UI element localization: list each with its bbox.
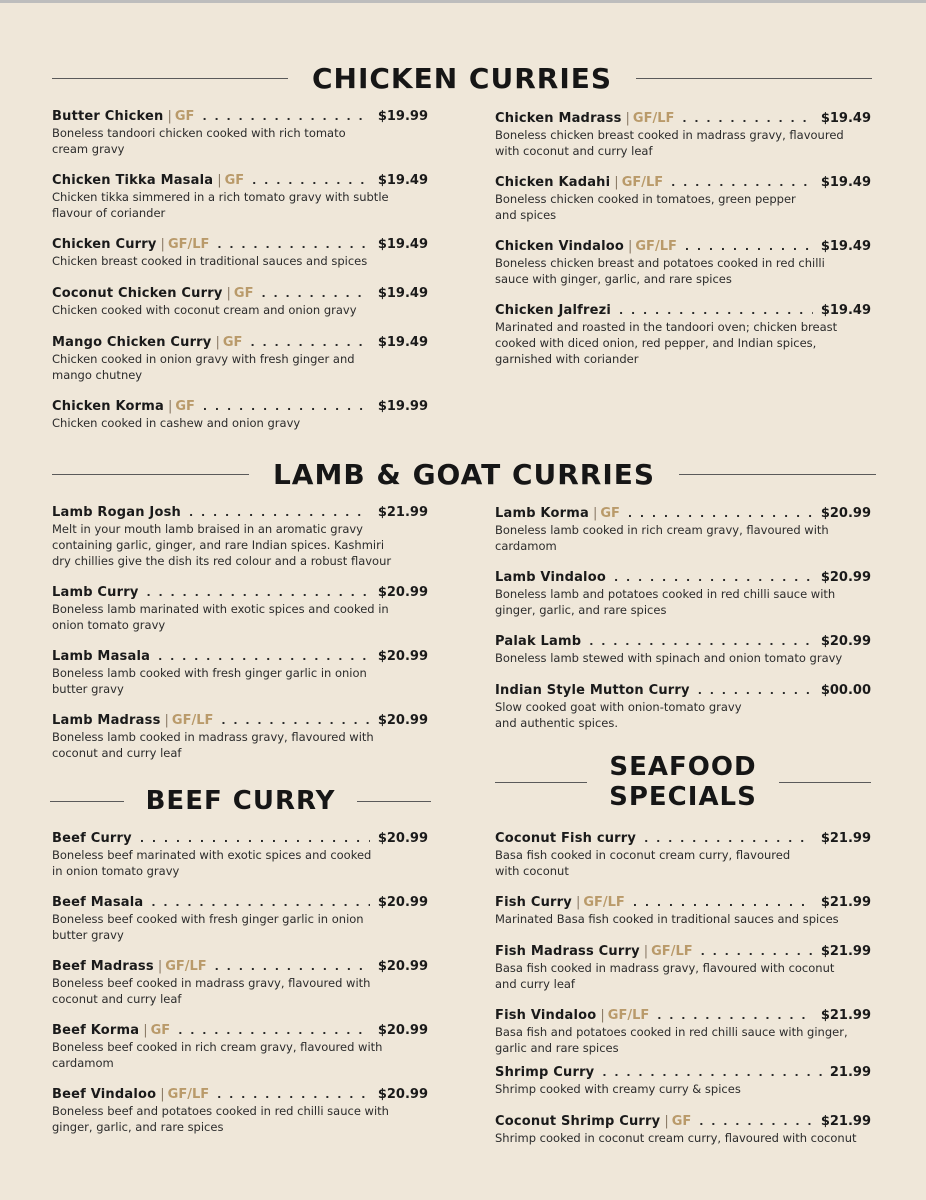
- chicken-curries-title: CHICKEN CURRIES: [311, 61, 613, 95]
- menu-item-row: [495, 830, 871, 847]
- menu-item-price: $20.99: [820, 506, 871, 521]
- seafood-title-line2: SPECIALS: [609, 782, 757, 812]
- menu-item-description: Boneless lamb and potatoes cooked in red chilli sauce with ginger, garlic, and rare spices: [495, 587, 836, 617]
- tag-separator: |: [215, 335, 220, 350]
- dot-leader: [203, 398, 370, 415]
- menu-item-price: $21.99: [377, 505, 428, 520]
- menu-item-price: $20.99: [377, 1023, 428, 1038]
- menu-item-description: Boneless chicken cooked in tomatoes, green pepper and spices: [495, 192, 796, 222]
- menu-item-row: [495, 682, 871, 699]
- menu-item: [52, 334, 428, 383]
- lamb-goat-curries-header: [52, 456, 876, 492]
- menu-item-name: Indian Style Mutton Curry: [495, 683, 690, 698]
- menu-item: [495, 110, 871, 159]
- dietary-tag: GF: [600, 506, 620, 521]
- menu-item-name: Butter Chicken: [52, 109, 164, 124]
- dot-leader: [602, 1064, 822, 1081]
- dot-leader: [633, 894, 813, 911]
- menu-item-row: [495, 1007, 871, 1024]
- header-rule-left: [50, 801, 124, 802]
- tag-separator: |: [600, 1008, 605, 1023]
- menu-item-row: [495, 302, 871, 319]
- dot-leader: [217, 1086, 370, 1103]
- menu-item-price: $00.00: [820, 683, 871, 698]
- menu-item-name: Shrimp Curry: [495, 1065, 595, 1080]
- menu-item-description: Boneless beef cooked with fresh ginger garlic in onion butter gravy: [52, 912, 364, 942]
- tag-separator: |: [157, 959, 163, 974]
- menu-item-row: [495, 238, 871, 255]
- menu-item: [52, 108, 428, 157]
- menu-item-row: [495, 633, 871, 650]
- menu-item-price: $20.99: [377, 831, 428, 846]
- menu-item-row: [52, 958, 428, 975]
- seafood-specials-header: [495, 750, 871, 814]
- menu-item-price: $19.99: [377, 109, 428, 124]
- menu-item-description: Boneless lamb cooked in madrass gravy, flavoured with coconut and curry leaf: [52, 730, 374, 760]
- dot-leader: [147, 584, 370, 601]
- dot-leader: [215, 958, 370, 975]
- menu-item-name: Fish Madrass Curry: [495, 944, 640, 959]
- menu-item-name: Beef Korma: [52, 1023, 140, 1038]
- menu-item-price: $21.99: [820, 1008, 871, 1023]
- menu-item-description: Marinated Basa fish cooked in traditional sauces and spices: [495, 912, 839, 926]
- top-border: [0, 0, 926, 3]
- header-rule-right: [357, 801, 431, 802]
- menu-item: [495, 174, 871, 223]
- menu-item-name: Lamb Curry: [52, 585, 139, 600]
- dot-leader: [189, 504, 370, 521]
- dietary-tag: GF: [233, 286, 254, 301]
- menu-item-row: [495, 943, 871, 960]
- menu-item-row: [495, 505, 871, 522]
- menu-item-row: [495, 110, 871, 127]
- dot-leader: [671, 174, 813, 191]
- dot-leader: [614, 569, 813, 586]
- menu-item-row: [495, 894, 871, 911]
- tag-separator: |: [664, 1114, 669, 1129]
- menu-item-description: Boneless beef cooked in rich cream gravy, flavoured with cardamom: [52, 1040, 383, 1070]
- menu-item-description: Boneless lamb cooked in rich cream gravy, flavoured with cardamom: [495, 523, 829, 553]
- dietary-tag: GF/LF: [607, 1008, 650, 1023]
- menu-item-description: Melt in your mouth lamb braised in an aromatic gravy containing garlic, ginger, and rare Indian spices. Kashmiri dry chillies give the dish its red colour and a robust flavour: [52, 522, 392, 568]
- menu-item: [495, 1064, 871, 1097]
- menu-item-price: $20.99: [377, 959, 428, 974]
- menu-item-row: [52, 172, 428, 189]
- menu-item-row: [52, 648, 428, 665]
- menu-item-row: [52, 504, 428, 521]
- menu-item: [495, 894, 871, 927]
- menu-item-price: $19.49: [377, 335, 428, 350]
- menu-item-name: Coconut Shrimp Curry: [495, 1114, 661, 1129]
- dot-leader: [202, 108, 369, 125]
- header-rule-right: [636, 78, 872, 79]
- tag-separator: |: [164, 713, 169, 728]
- menu-item-description: Basa fish and potatoes cooked in red chilli sauce with ginger, garlic and rare spices: [495, 1025, 848, 1055]
- menu-item-description: Boneless lamb cooked with fresh ginger garlic in onion butter gravy: [52, 666, 367, 696]
- menu-item-price: 21.99: [829, 1065, 871, 1080]
- menu-item-price: $20.99: [377, 585, 428, 600]
- menu-item-price: $19.49: [820, 303, 871, 318]
- menu-item-name: Beef Vindaloo: [52, 1087, 157, 1102]
- menu-item: [52, 584, 428, 633]
- tag-separator: |: [143, 1023, 148, 1038]
- menu-item-name: Fish Vindaloo: [495, 1008, 597, 1023]
- dot-leader: [682, 110, 812, 127]
- tag-separator: |: [217, 173, 222, 188]
- dot-leader: [178, 1022, 370, 1039]
- tag-separator: |: [592, 506, 598, 521]
- menu-item-price: $20.99: [377, 1087, 428, 1102]
- menu-item-row: [495, 1064, 871, 1081]
- menu-item-description: Slow cooked goat with onion-tomato gravy and authentic spices.: [495, 700, 742, 730]
- menu-item-description: Chicken tikka simmered in a rich tomato gravy with subtle flavour of coriander: [52, 190, 389, 220]
- menu-item-row: [52, 1086, 428, 1103]
- menu-item-row: [52, 108, 428, 125]
- menu-item-row: [52, 334, 428, 351]
- tag-separator: |: [160, 237, 165, 252]
- dot-leader: [657, 1007, 813, 1024]
- menu-item-description: Chicken cooked in cashew and onion gravy: [52, 416, 301, 430]
- header-rule-left: [52, 474, 249, 475]
- menu-item-description: Basa fish cooked in madrass gravy, flavoured with coconut and curry leaf: [495, 961, 835, 991]
- dot-leader: [140, 830, 370, 847]
- menu-item: [495, 830, 871, 879]
- menu-item-description: Chicken cooked in onion gravy with fresh ginger and mango chutney: [52, 352, 355, 382]
- menu-item-name: Chicken Jalfrezi: [495, 303, 612, 318]
- menu-item: [52, 1022, 428, 1071]
- menu-item-name: Chicken Kadahi: [495, 175, 611, 190]
- menu-item-description: Shrimp cooked with creamy curry & spices: [495, 1082, 741, 1096]
- menu-item-price: $21.99: [820, 944, 871, 959]
- menu-item-name: Beef Madrass: [52, 959, 154, 974]
- header-rule-left: [52, 78, 288, 79]
- dot-leader: [698, 682, 813, 699]
- menu-item: [52, 648, 428, 697]
- menu-item-price: $20.99: [820, 570, 871, 585]
- menu-item: [495, 1007, 871, 1056]
- menu-item-name: Beef Curry: [52, 831, 132, 846]
- dot-leader: [685, 238, 813, 255]
- menu-item-description: Boneless lamb stewed with spinach and onion tomato gravy: [495, 651, 843, 665]
- menu-item-row: [52, 584, 428, 601]
- dietary-tag: GF/LF: [167, 1087, 210, 1102]
- dot-leader: [151, 894, 369, 911]
- menu-item-name: Chicken Vindaloo: [495, 239, 624, 254]
- menu-item-row: [52, 830, 428, 847]
- dot-leader: [619, 302, 813, 319]
- menu-item-name: Coconut Fish curry: [495, 831, 637, 846]
- menu-item: [52, 958, 428, 1007]
- beef-curry-title: BEEF CURRY: [145, 786, 336, 816]
- dietary-tag: GF/LF: [632, 111, 675, 126]
- seafood-title-line1: SEAFOOD: [609, 752, 757, 782]
- dietary-tag: GF: [175, 399, 195, 414]
- menu-item-price: $20.99: [820, 634, 871, 649]
- dot-leader: [158, 648, 370, 665]
- tag-separator: |: [575, 895, 581, 910]
- tag-separator: |: [167, 109, 172, 124]
- dietary-tag: GF/LF: [583, 895, 625, 910]
- tag-separator: |: [160, 1087, 165, 1102]
- menu-item-row: [495, 1113, 871, 1130]
- dietary-tag: GF: [150, 1023, 171, 1038]
- menu-item: [495, 633, 871, 666]
- menu-item: [52, 236, 428, 269]
- menu-item-name: Palak Lamb: [495, 634, 582, 649]
- menu-item-description: Chicken breast cooked in traditional sauces and spices: [52, 254, 368, 268]
- menu-item-description: Boneless beef and potatoes cooked in red chilli sauce with ginger, garlic, and rare spices: [52, 1104, 389, 1134]
- beef-curry-header: [50, 784, 431, 818]
- seafood-specials-title: [587, 752, 779, 812]
- header-rule-left: [495, 782, 587, 783]
- dietary-tag: GF: [222, 335, 243, 350]
- menu-item: [495, 238, 871, 287]
- menu-item-name: Chicken Curry: [52, 237, 157, 252]
- menu-item-price: $21.99: [820, 831, 871, 846]
- menu-item-row: [495, 174, 871, 191]
- chicken-curries-header: [52, 60, 872, 96]
- menu-item-name: Chicken Tikka Masala: [52, 173, 214, 188]
- menu-item-row: [52, 236, 428, 253]
- menu-item-description: Boneless chicken breast and potatoes cooked in red chilli sauce with ginger, garlic, and rare spices: [495, 256, 825, 286]
- tag-separator: |: [625, 111, 630, 126]
- menu-item: [52, 172, 428, 221]
- dietary-tag: GF: [224, 173, 245, 188]
- menu-item-price: $20.99: [377, 713, 428, 728]
- menu-item-name: Coconut Chicken Curry: [52, 286, 223, 301]
- menu-item-price: $21.99: [820, 1114, 871, 1129]
- tag-separator: |: [643, 944, 649, 959]
- menu-item: [495, 569, 871, 618]
- menu-item-name: Beef Masala: [52, 895, 144, 910]
- menu-item: [52, 830, 428, 879]
- menu-item-description: Boneless tandoori chicken cooked with rich tomato cream gravy: [52, 126, 346, 156]
- dietary-tag: GF: [671, 1114, 692, 1129]
- menu-item-price: $19.49: [820, 111, 871, 126]
- tag-separator: |: [167, 399, 173, 414]
- menu-item-row: [52, 398, 428, 415]
- menu-item: [52, 398, 428, 431]
- menu-item-price: $19.49: [820, 239, 871, 254]
- dietary-tag: GF/LF: [171, 713, 214, 728]
- dot-leader: [628, 505, 813, 522]
- menu-item-price: $19.49: [377, 237, 428, 252]
- menu-item: [495, 1113, 871, 1146]
- dietary-tag: GF/LF: [621, 175, 664, 190]
- menu-item: [495, 505, 871, 554]
- menu-item-description: Basa fish cooked in coconut cream curry, flavoured with coconut: [495, 848, 791, 878]
- menu-item: [495, 302, 871, 367]
- menu-item-price: $19.49: [377, 173, 428, 188]
- menu-item-name: Mango Chicken Curry: [52, 335, 212, 350]
- dot-leader: [589, 633, 813, 650]
- menu-item-price: $19.49: [377, 286, 428, 301]
- menu-item-row: [52, 285, 428, 302]
- menu-item: [52, 712, 428, 761]
- menu-item-price: $20.99: [377, 649, 428, 664]
- menu-item-row: [52, 894, 428, 911]
- menu-item-description: Chicken cooked with coconut cream and onion gravy: [52, 303, 357, 317]
- dot-leader: [701, 943, 813, 960]
- menu-item: [52, 285, 428, 318]
- tag-separator: |: [628, 239, 633, 254]
- dot-leader: [252, 172, 370, 189]
- menu-item-row: [52, 1022, 428, 1039]
- menu-item: [495, 943, 871, 992]
- menu-item-price: $19.49: [820, 175, 871, 190]
- menu-item: [52, 894, 428, 943]
- lamb-goat-curries-title: LAMB & GOAT CURRIES: [272, 457, 656, 491]
- menu-item: [52, 504, 428, 569]
- menu-item-row: [495, 569, 871, 586]
- dietary-tag: GF/LF: [635, 239, 677, 254]
- menu-item-description: Boneless beef cooked in madrass gravy, flavoured with coconut and curry leaf: [52, 976, 371, 1006]
- menu-item-name: Fish Curry: [495, 895, 572, 910]
- menu-item-name: Lamb Rogan Josh: [52, 505, 181, 520]
- dietary-tag: GF/LF: [651, 944, 693, 959]
- menu-item-name: Chicken Madrass: [495, 111, 622, 126]
- dot-leader: [644, 830, 813, 847]
- menu-item-description: Boneless lamb marinated with exotic spices and cooked in onion tomato gravy: [52, 602, 389, 632]
- menu-item-description: Boneless chicken breast cooked in madrass gravy, flavoured with coconut and curry leaf: [495, 128, 844, 158]
- tag-separator: |: [226, 286, 231, 301]
- menu-item-row: [52, 712, 428, 729]
- dot-leader: [699, 1113, 813, 1130]
- dietary-tag: GF/LF: [165, 959, 207, 974]
- tag-separator: |: [614, 175, 619, 190]
- menu-item-description: Marinated and roasted in the tandoori oven; chicken breast cooked with diced onion, red pepper, and Indian spices, garnished with coriander: [495, 320, 838, 366]
- menu-item-name: Lamb Masala: [52, 649, 151, 664]
- header-rule-right: [679, 474, 876, 475]
- menu-item-name: Lamb Korma: [495, 506, 589, 521]
- header-rule-right: [779, 782, 871, 783]
- menu-item-description: Shrimp cooked in coconut cream curry, flavoured with coconut: [495, 1131, 857, 1145]
- menu-item-price: $20.99: [377, 895, 428, 910]
- dot-leader: [217, 236, 369, 253]
- menu-item-price: $19.99: [377, 399, 428, 414]
- menu-item-name: Chicken Korma: [52, 399, 164, 414]
- menu-item-name: Lamb Madrass: [52, 713, 161, 728]
- dot-leader: [250, 334, 369, 351]
- menu-item: [52, 1086, 428, 1135]
- menu-item: [495, 682, 871, 731]
- menu-item-description: Boneless beef marinated with exotic spices and cooked in onion tomato gravy: [52, 848, 372, 878]
- dot-leader: [261, 285, 369, 302]
- dietary-tag: GF/LF: [167, 237, 210, 252]
- dot-leader: [221, 712, 369, 729]
- menu-item-price: $21.99: [820, 895, 871, 910]
- menu-item-name: Lamb Vindaloo: [495, 570, 606, 585]
- dietary-tag: GF: [174, 109, 195, 124]
